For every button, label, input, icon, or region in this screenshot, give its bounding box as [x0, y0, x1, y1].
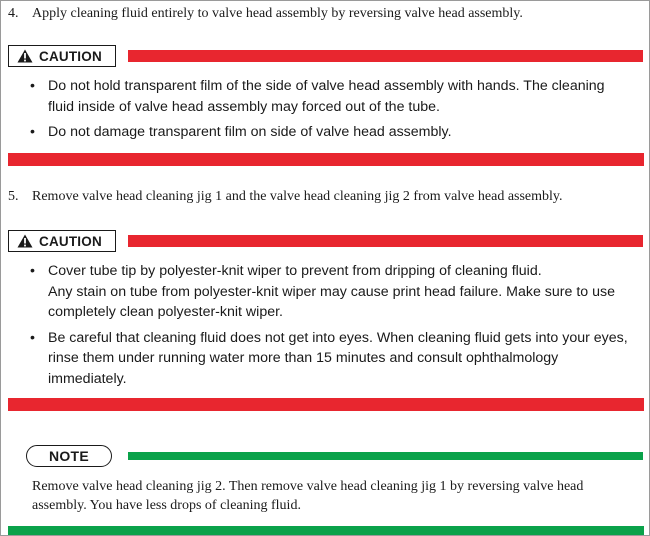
note-header-bar	[128, 452, 643, 460]
note-label: NOTE	[48, 448, 90, 464]
caution-footer-bar	[8, 153, 644, 166]
caution-footer-bar	[8, 398, 644, 411]
list-item: • Cover tube tip by polyester-knit wiper to prevent from dripping of cleaning fluid. Any stain on tube from polyester-knit wiper may cause print head failure. Make sure to use completely clean polyester-knit wiper.	[30, 263, 615, 320]
caution-header-bar	[128, 50, 643, 62]
step-text: Apply cleaning fluid entirely to valve head assembly by reversing valve head assembly.	[32, 6, 523, 21]
step-number: 5.	[8, 189, 19, 204]
caution-1-list	[30, 76, 630, 148]
note-text: Remove valve head cleaning jig 2. Then remove valve head cleaning jig 1 by reversing valve head assembly. You have less drops of cleaning fluid.	[32, 479, 584, 513]
caution-label-box	[8, 230, 116, 252]
caution-label-box	[8, 45, 116, 67]
list-item: • Do not damage transparent film on side of valve head assembly.	[30, 124, 452, 140]
note-label-box	[26, 445, 112, 467]
caution-header-bar	[128, 235, 643, 247]
caution-label: CAUTION	[39, 48, 102, 64]
step-text: Remove valve head cleaning jig 1 and the valve head cleaning jig 2 from valve head assembly.	[32, 189, 563, 204]
caution-label: CAUTION	[39, 233, 102, 249]
list-item: • Do not hold transparent film of the side of valve head assembly with hands. The cleaning fluid inside of valve head assembly may forced out of the tube.	[30, 78, 605, 115]
list-item: • Be careful that cleaning fluid does not get into eyes. When cleaning fluid gets into your eyes, rinse them under running water more than 15 minutes and consult ophthalmology immediately.	[30, 329, 628, 387]
note-footer-bar	[8, 526, 644, 535]
step-4	[8, 4, 523, 23]
warning-triangle-icon	[17, 234, 33, 248]
caution-2-list	[30, 261, 630, 394]
warning-triangle-icon	[17, 49, 33, 63]
step-5	[8, 187, 563, 206]
step-number: 4.	[8, 6, 19, 21]
